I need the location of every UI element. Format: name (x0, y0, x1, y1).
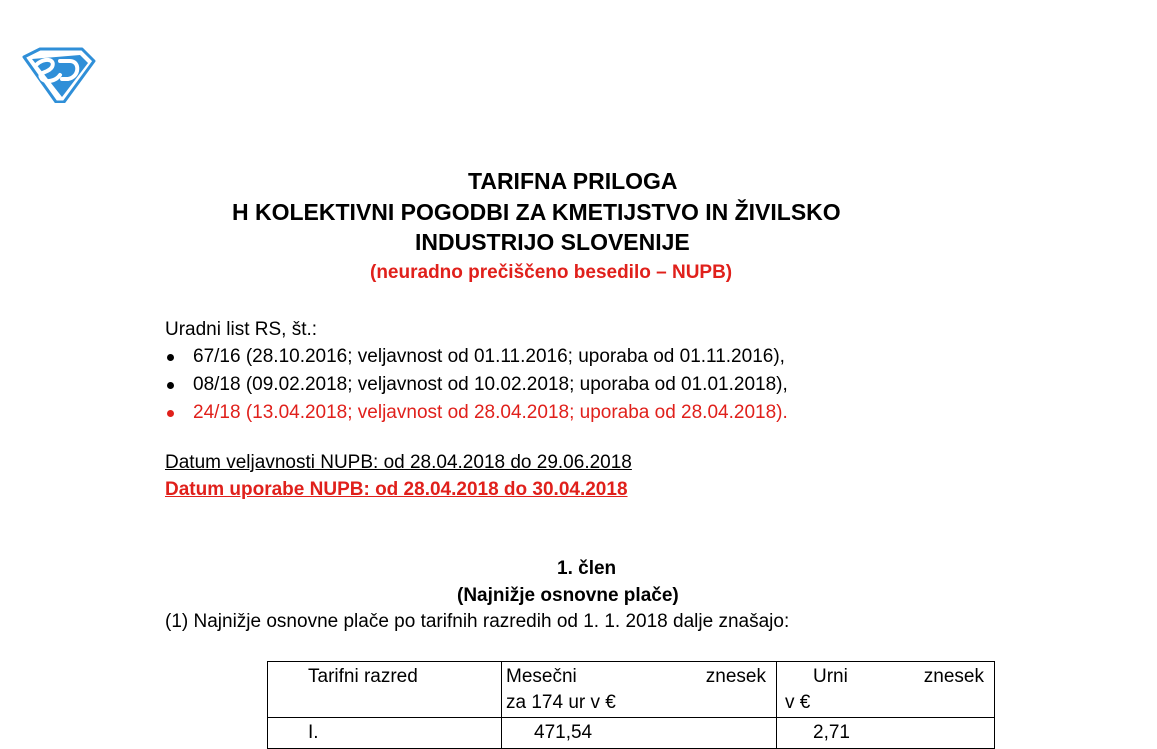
document-title-line-2: H KOLEKTIVNI POGODBI ZA KMETIJSTVO IN ŽIVILSKO (232, 199, 841, 225)
header-tarifni-razred: Tarifni razred (268, 662, 502, 718)
header-mesecni-znesek: Mesečni znesek za 174 ur v € (502, 662, 777, 718)
article-heading: (Najnižje osnovne plače) (457, 585, 679, 606)
document-subtitle: (neuradno prečiščeno besedilo – NUPB) (370, 262, 733, 283)
cell-mesecni: 471,54 (502, 718, 777, 749)
bullet-icon (167, 354, 174, 361)
sd-shield-logo-icon (22, 47, 96, 103)
datum-uporabe: Datum uporabe NUPB: od 28.04.2018 do 30.04.2018 (165, 479, 628, 500)
table-row (268, 718, 995, 749)
document-title-line-1: TARIFNA PRILOGA (468, 168, 678, 194)
uradni-list-label: Uradni list RS, št.: (165, 319, 318, 340)
table-header-row (268, 662, 995, 718)
bullet-icon (167, 410, 174, 417)
uradni-list-items (165, 343, 788, 427)
bullet-icon (167, 382, 174, 389)
list-item: 67/16 (28.10.2016; veljavnost od 01.11.2016; uporaba od 01.11.2016), (165, 343, 788, 371)
article-number: 1. člen (557, 558, 617, 579)
list-item: 08/18 (09.02.2018; veljavnost od 10.02.2018; uporaba od 01.01.2018), (165, 371, 788, 399)
list-item: 24/18 (13.04.2018; veljavnost od 28.04.2018; uporaba od 28.04.2018). (165, 399, 788, 427)
cell-razred: I. (268, 718, 502, 749)
document-title-line-3: INDUSTRIJO SLOVENIJE (415, 229, 690, 255)
header-urni-znesek: Urni znesek v € (777, 662, 995, 718)
tarifni-razredi-table (267, 661, 995, 749)
datum-veljavnosti: Datum veljavnosti NUPB: od 28.04.2018 do 29.06.2018 (165, 452, 632, 473)
article-paragraph: (1) Najnižje osnovne plače po tarifnih razredih od 1. 1. 2018 dalje znašajo: (165, 611, 790, 632)
cell-urni: 2,71 (777, 718, 995, 749)
